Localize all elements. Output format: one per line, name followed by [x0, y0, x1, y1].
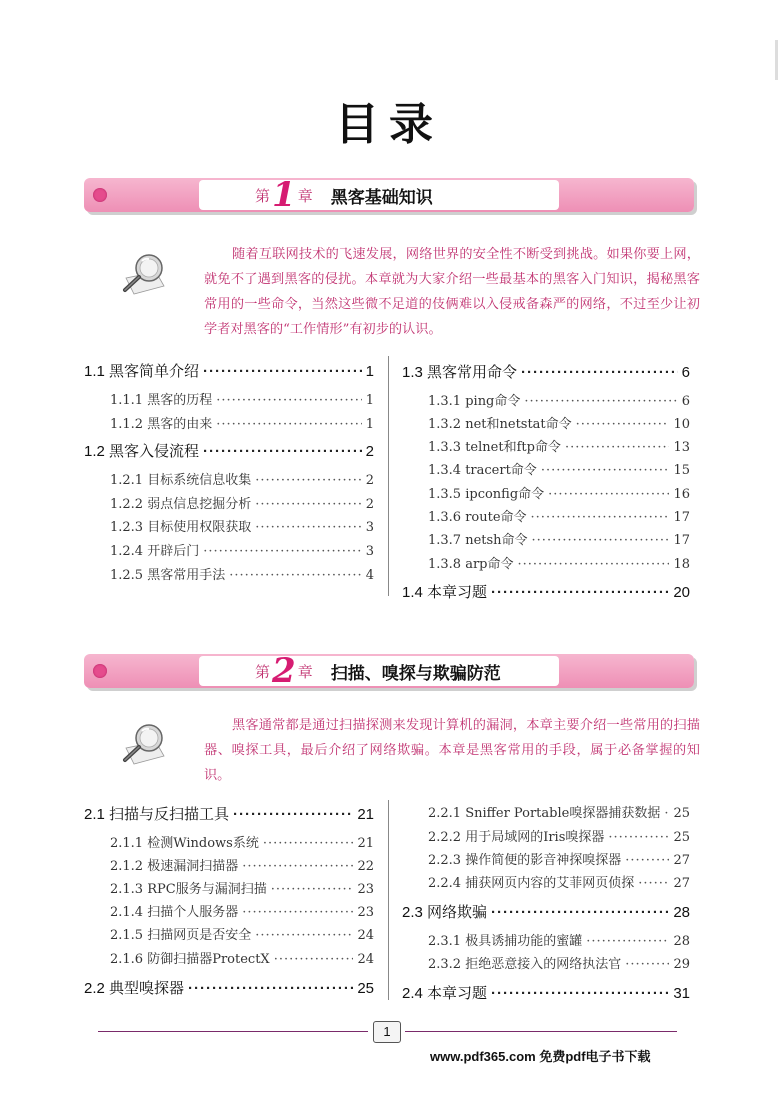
toc-entry[interactable]: 2.1.5 扫描网页是否安全 ····· 24 [110, 924, 374, 943]
chapter-suffix: 章 [297, 186, 313, 205]
toc-entry[interactable]: 2.3.2 拒绝恶意接入的网络执法官 ····· 29 [428, 953, 690, 972]
chapter-1-intro: 随着互联网技术的飞速发展，网络世界的安全性不断受到挑战。如果你要上网，就免不了遇到黑客的侵扰。本章就为大家介绍一些最基本的黑客入门知识，揭秘黑客常用的一些命令，当然这些微不足道的伎俩难以入侵戒备森严的网络，不过至少让初学者对黑客的“工作情形”有初步的认识。 [204, 247, 700, 337]
toc-entry[interactable]: 2.3.1 极具诱捕功能的蜜罐 ····· 28 [428, 930, 690, 949]
toc-section[interactable]: 1.2 黑客入侵流程 ····· 2 [84, 440, 374, 461]
chapter-2-intro: 黑客通常都是通过扫描探测来发现计算机的漏洞，本章主要介绍一些常用的扫描器、嗅探工具，最后介绍了网络欺骗。本章是黑客常用的手段，属于必备掌握的知识。 [204, 718, 700, 783]
toc-entry[interactable]: 1.3.1 ping命令 ····· 6 [428, 390, 690, 409]
toc-section[interactable]: 2.4 本章习题 ····· 31 [402, 982, 690, 1003]
page-title: 目录 [335, 99, 443, 150]
toc-entry[interactable]: 2.1.4 扫描个人服务器 ····· 23 [110, 901, 374, 920]
chapter-1-header [84, 175, 694, 215]
toc-entry[interactable]: 1.2.4 开辟后门 ····· 3 [110, 540, 374, 559]
column-divider [388, 356, 389, 596]
toc-section[interactable]: 1.1 黑客简单介绍 ····· 1 [84, 360, 374, 381]
toc-entry[interactable]: 2.2.2 用于局域网的Iris嗅探器 ····· 25 [428, 826, 690, 845]
magnifier-icon [116, 718, 166, 768]
bullet-icon [93, 188, 107, 202]
bullet-icon [93, 664, 107, 678]
watermark-text[interactable]: www.pdf365.com 免费pdf电子书下载 [430, 1049, 651, 1064]
toc-entry[interactable]: 1.2.3 目标使用权限获取 ····· 3 [110, 516, 374, 535]
footer-rule-right [405, 1031, 677, 1032]
chapter-title: 黑客基础知识 [330, 187, 433, 208]
toc-section[interactable]: 2.1 扫描与反扫描工具 ····· 21 [84, 803, 374, 824]
toc-entry[interactable]: 1.1.2 黑客的由来 ····· 1 [110, 413, 374, 432]
toc-section[interactable]: 2.3 网络欺骗 ····· 28 [402, 901, 690, 922]
magnifier-icon [116, 248, 166, 298]
chapter-2-header [84, 651, 694, 691]
chapter-prefix: 第 [255, 186, 271, 205]
toc-section[interactable]: 1.3 黑客常用命令 ····· 6 [402, 361, 690, 382]
page-number: 1 [373, 1021, 401, 1043]
toc-entry[interactable]: 2.1.1 检测Windows系统 ····· 21 [110, 832, 374, 851]
toc-entry[interactable]: 2.1.6 防御扫描器ProtectX ····· 24 [110, 948, 374, 967]
toc-entry[interactable]: 1.3.8 arp命令 ····· 18 [428, 553, 690, 572]
chapter-1-label [199, 175, 559, 215]
toc-entry[interactable]: 1.3.2 net和netstat命令 ····· 10 [428, 413, 690, 432]
column-divider [388, 800, 389, 1000]
toc-entry[interactable]: 1.3.5 ipconfig命令 ····· 16 [428, 483, 690, 502]
chapter-number: 2 [272, 651, 296, 691]
toc-entry[interactable]: 2.1.2 极速漏洞扫描器 ····· 22 [110, 855, 374, 874]
toc-section[interactable]: 1.4 本章习题 ····· 20 [402, 581, 690, 602]
footer-rule-left [98, 1031, 368, 1032]
toc-entry[interactable]: 2.2.3 操作简便的影音神探嗅探器 ····· 27 [428, 849, 690, 868]
toc-entry[interactable]: 1.3.6 route命令 ····· 17 [428, 506, 690, 525]
chapter-number: 1 [272, 175, 296, 215]
toc-entry[interactable]: 1.3.7 netsh命令 ····· 17 [428, 529, 690, 548]
chapter-prefix: 第 [255, 662, 271, 681]
chapter-2-label [199, 651, 559, 691]
chapter-title: 扫描、嗅探与欺骗防范 [330, 663, 501, 684]
toc-entry[interactable]: 2.2.4 捕获网页内容的艾菲网页侦探 ····· 27 [428, 872, 690, 891]
toc-entry[interactable]: 2.1.3 RPC服务与漏洞扫描 ····· 23 [110, 878, 374, 897]
toc-entry[interactable]: 1.1.1 黑客的历程 ····· 1 [110, 389, 374, 408]
toc-entry[interactable]: 1.2.1 目标系统信息收集 ····· 2 [110, 469, 374, 488]
toc-section[interactable]: 2.2 典型嗅探器 ····· 25 [84, 977, 374, 998]
toc-entry[interactable]: 2.2.1 Sniffer Portable嗅探器捕获数据 ····· 25 [428, 802, 690, 821]
chapter-suffix: 章 [297, 662, 313, 681]
toc-entry[interactable]: 1.3.4 tracert命令 ····· 15 [428, 459, 690, 478]
toc-entry[interactable]: 1.3.3 telnet和ftp命令 ····· 13 [428, 436, 690, 455]
toc-entry[interactable]: 1.2.2 弱点信息挖掘分析 ····· 2 [110, 493, 374, 512]
toc-entry[interactable]: 1.2.5 黑客常用手法 ····· 4 [110, 564, 374, 583]
